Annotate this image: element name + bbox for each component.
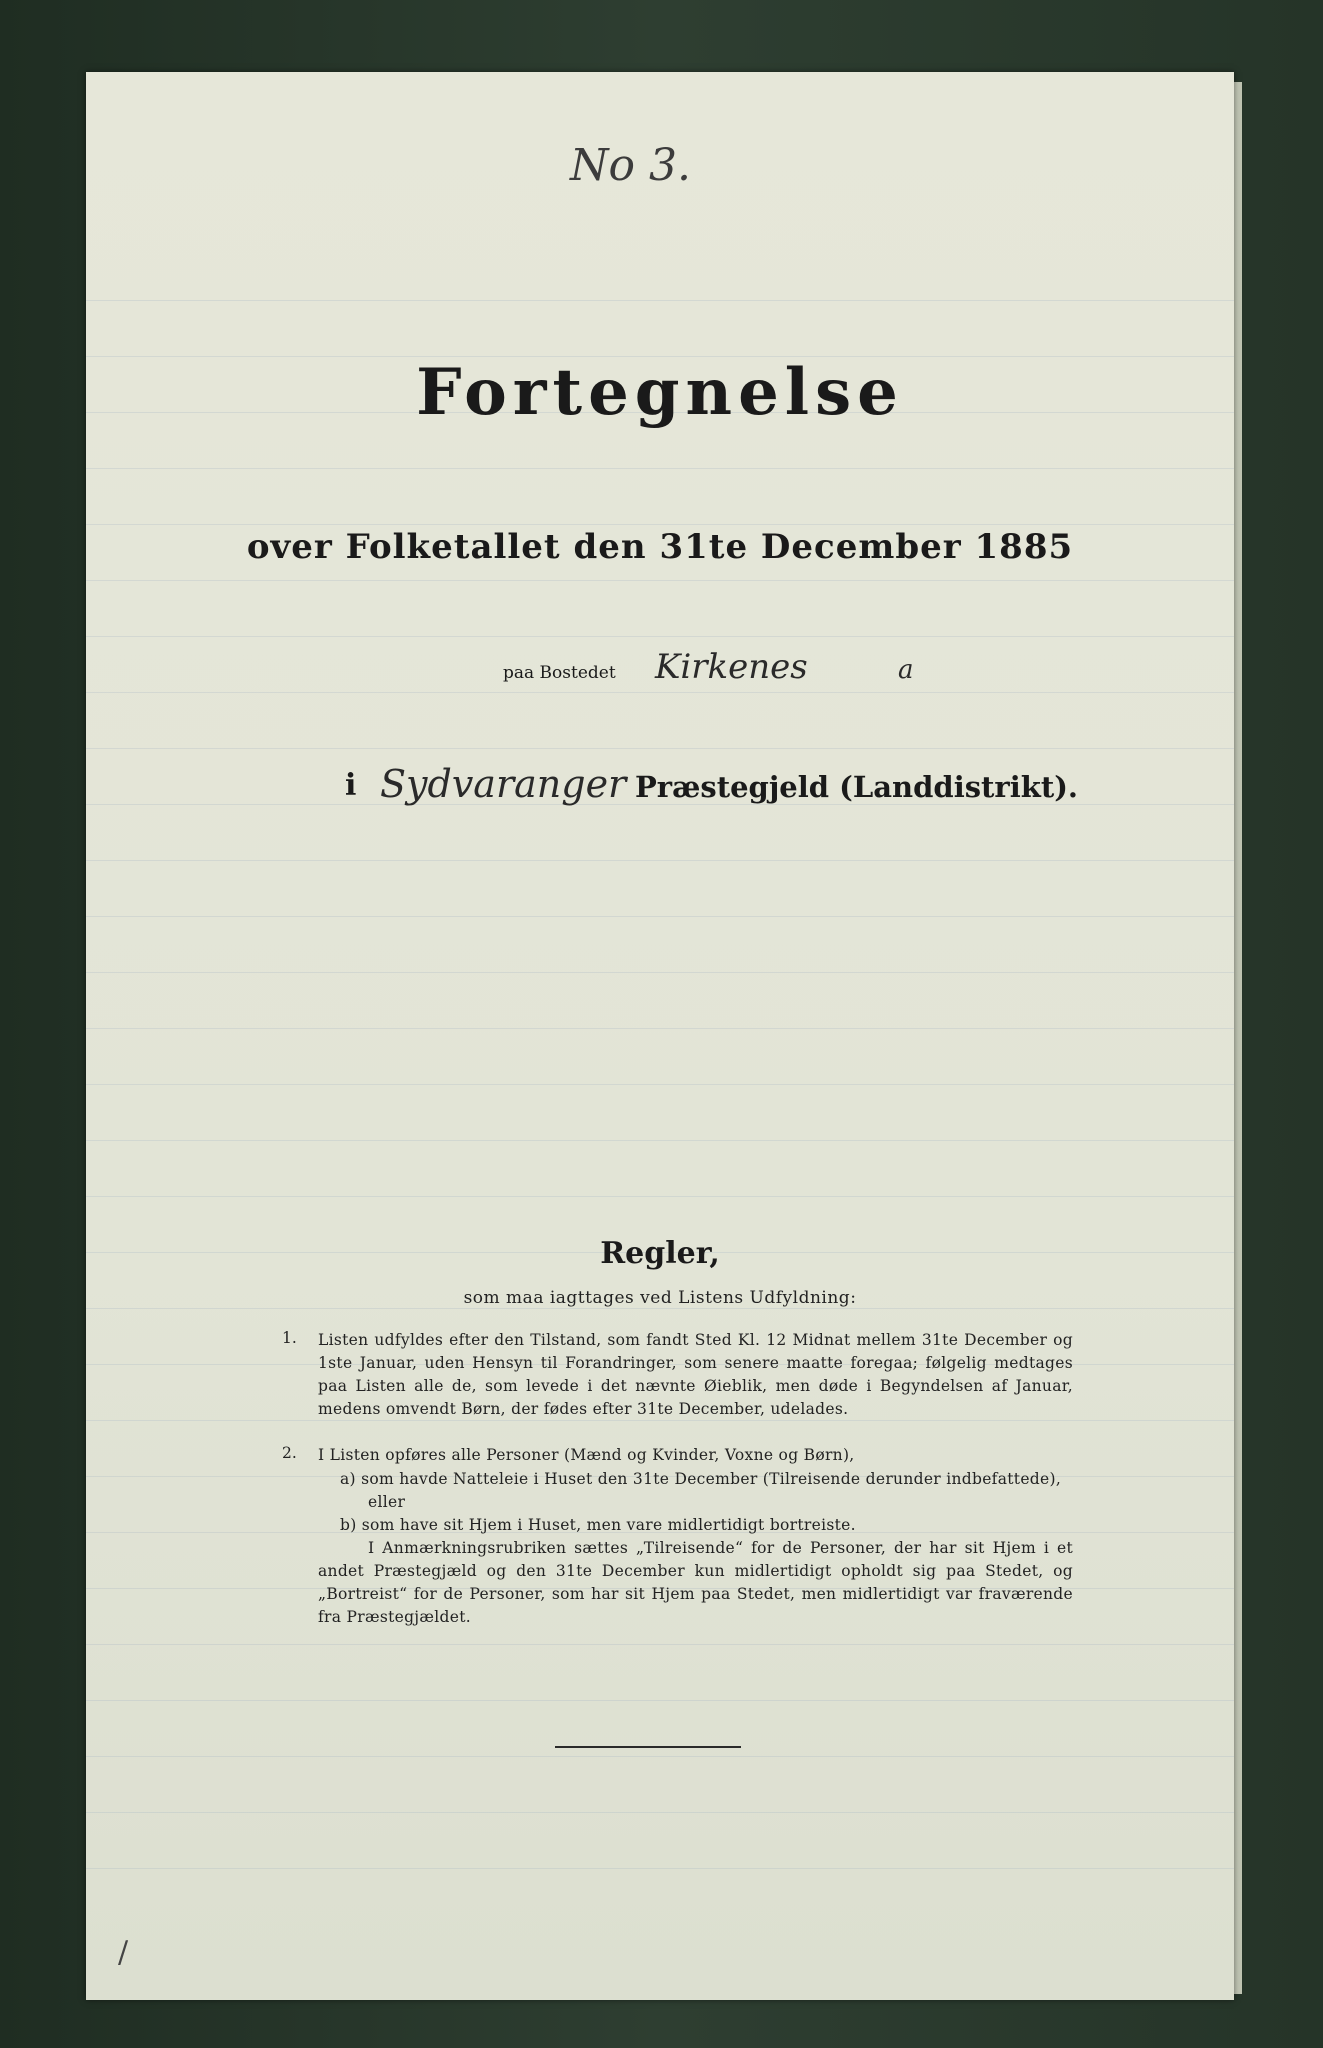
ruled-line — [86, 972, 1234, 973]
rule-2-or: eller — [368, 1493, 406, 1511]
ruled-line — [86, 300, 1234, 301]
ruled-line — [86, 1644, 1234, 1645]
ruled-line — [86, 1084, 1234, 1085]
ruled-line — [86, 1700, 1234, 1701]
ruled-line — [86, 580, 1234, 581]
document-number: No 3. — [570, 140, 691, 191]
ruled-line — [86, 636, 1234, 637]
rule-2-a: a) som havde Natteleie i Huset den 31te December (Tilreisende derunder indbefattede), — [340, 1470, 1062, 1488]
ruled-line — [86, 692, 1234, 693]
ruled-line — [86, 1868, 1234, 1869]
ruled-line — [86, 1756, 1234, 1757]
ruled-line — [86, 1140, 1234, 1141]
rule-2-intro: I Listen opføres alle Personer (Mænd og Kvinder, Voxne og Børn), — [318, 1446, 855, 1464]
residence-label: paa Bostedet — [503, 663, 616, 683]
ruled-line — [86, 916, 1234, 917]
rule-2-b: b) som have sit Hjem i Huset, men vare midlertidigt bortreiste. — [340, 1516, 856, 1534]
residence-value: Kirkenes — [655, 647, 808, 687]
ruled-line — [86, 1812, 1234, 1813]
residence-suffix: a — [898, 655, 914, 685]
ruled-line — [86, 748, 1234, 749]
document-title: Fortegnelse — [416, 355, 904, 430]
ruled-line — [86, 860, 1234, 861]
rule-2-number: 2. — [282, 1444, 297, 1462]
rules-subtitle: som maa iagttages ved Listens Udfyldning: — [463, 1288, 857, 1308]
parish-prefix: i — [345, 768, 357, 803]
document-subtitle: over Folketallet den 31te December 1885 — [246, 527, 1074, 567]
rule-1-text: Listen udfyldes efter den Tilstand, som fandt Sted Kl. 12 Midnat mellem 31te December og 1ste Januar, uden Hensyn til Forandringer, som senere maatte foregaa; følgelig medtages paa Listen alle de, som levede i det nævnte Øieblik, men døde i Begyndelsen af Januar, medens omvendt Børn, der fødes efter 31te December, udelades. — [318, 1331, 1073, 1418]
ruled-line — [86, 1196, 1234, 1197]
ink-mark: / — [118, 1935, 129, 1970]
rules-title: Regler, — [600, 1236, 720, 1271]
parish-label: Præstegjeld (Landdistrikt). — [635, 770, 1079, 804]
ruled-line — [86, 1308, 1234, 1309]
ruled-line — [86, 1028, 1234, 1029]
rule-1-number: 1. — [282, 1329, 297, 1347]
ruled-line — [86, 804, 1234, 805]
ruled-line — [86, 524, 1234, 525]
parish-value: Sydvaranger — [380, 762, 627, 806]
ruled-line — [86, 468, 1234, 469]
divider-line — [555, 1746, 741, 1748]
rule-2-note: I Anmærkningsrubriken sættes „Tilreisende“ for de Personer, der har sit Hjem i et andet Præstegjæld og den 31te December kun midlertidigt opholdt sig paa Stedet, og „Bortreist“ for de Personer, som har sit Hjem paa Stedet, men midlertidigt var fraværende fra Præstegjældet. — [318, 1539, 1073, 1626]
